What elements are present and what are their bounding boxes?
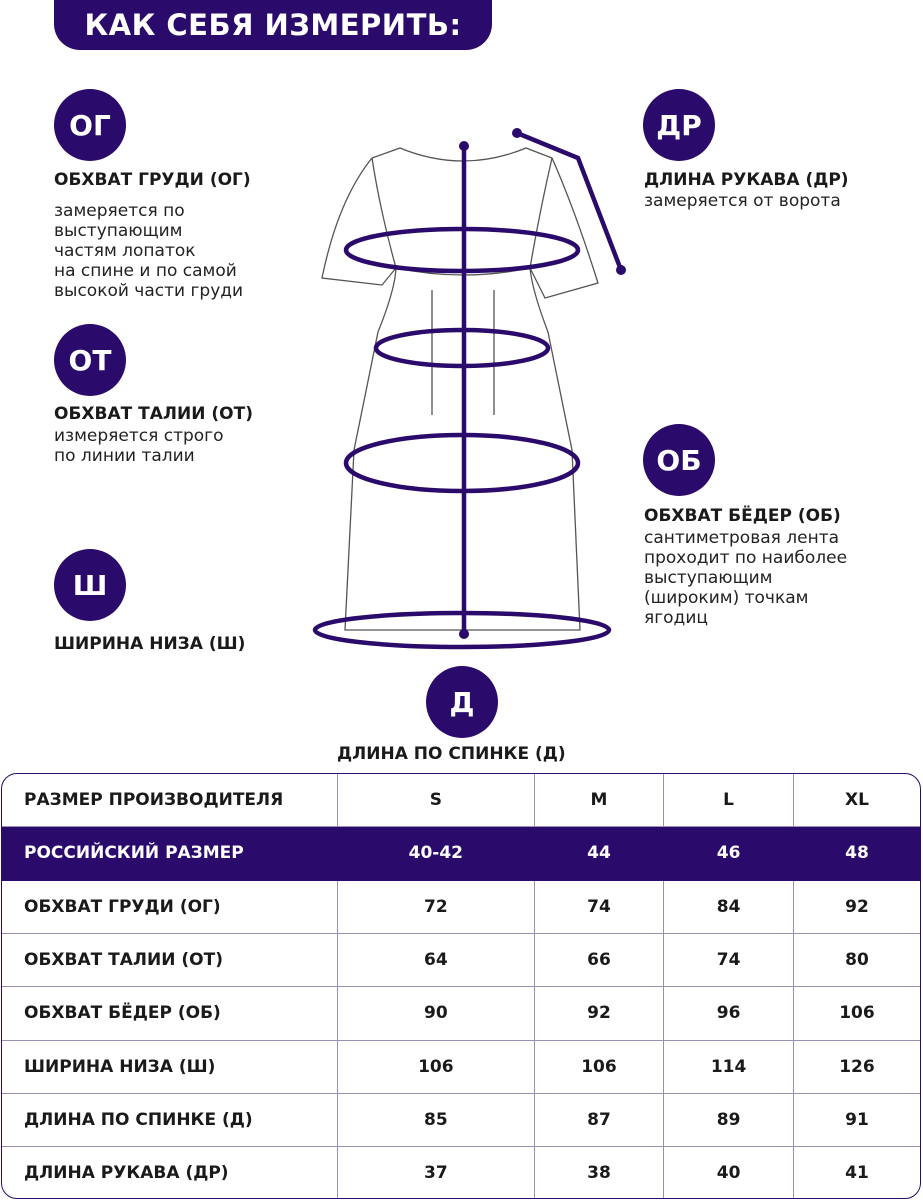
page-title: КАК СЕБЯ ИЗМЕРИТЬ: (54, 0, 492, 50)
cell: 85 (338, 1094, 535, 1147)
cell: 41 (845, 1162, 869, 1183)
table-row (2, 881, 920, 934)
ob-badge: ОБ (643, 424, 715, 496)
cell: 92 (535, 987, 665, 1040)
cell: 74 (535, 881, 665, 934)
dress-outline (322, 148, 598, 630)
row-label: ОБХВАТ ГРУДИ (ОГ) (2, 881, 338, 934)
dr-badge: ДР (643, 89, 715, 161)
cell: 106 (794, 987, 920, 1040)
table-row-russian-size (2, 827, 920, 880)
cell: 44 (535, 827, 665, 880)
ob-title: ОБХВАТ БЁДЕР (ОБ) (644, 506, 841, 526)
cell: 66 (535, 934, 665, 987)
row-label: ДЛИНА ПО СПИНКЕ (Д) (2, 1094, 338, 1147)
cell: 91 (794, 1094, 920, 1147)
cell: 89 (664, 1094, 794, 1147)
header-label: РАЗМЕР ПРОИЗВОДИТЕЛЯ (2, 774, 338, 827)
cell: 40-42 (338, 827, 535, 880)
table-header-row (2, 774, 920, 827)
sh-badge: Ш (54, 549, 126, 621)
ot-badge: ОТ (54, 324, 126, 396)
cell: 92 (794, 881, 920, 934)
cell: 80 (794, 934, 920, 987)
header-cell-xl: XL (794, 774, 920, 827)
cell: 90 (338, 987, 535, 1040)
ot-description: измеряется строго по линии талии (54, 426, 224, 466)
cell: 72 (338, 881, 535, 934)
size-table (1, 773, 921, 1199)
sleeve-length-line (517, 133, 621, 270)
table-row (2, 1147, 920, 1198)
sh-title: ШИРИНА НИЗА (Ш) (54, 634, 246, 654)
og-description: замеряется по выступающим частям лопаток на спине и по самой высокой части груди (54, 201, 244, 301)
cell: 87 (535, 1094, 665, 1147)
cell: 114 (664, 1041, 794, 1094)
og-title: ОБХВАТ ГРУДИ (ОГ) (54, 170, 251, 190)
row-label: РОССИЙСКИЙ РАЗМЕР (2, 827, 338, 880)
dr-description: замеряется от ворота (644, 191, 841, 211)
cell: 84 (664, 881, 794, 934)
table-row (2, 1041, 920, 1094)
ob-description: сантиметровая лента проходит по наиболее выступающим (широким) точкам ягодиц (644, 528, 848, 628)
og-badge: ОГ (54, 89, 126, 161)
header-cell-l: L (664, 774, 794, 827)
cell: 106 (338, 1041, 535, 1094)
row-label: ШИРИНА НИЗА (Ш) (2, 1041, 338, 1094)
cell: 48 (794, 827, 920, 880)
row-label: ДЛИНА РУКАВА (ДР) (2, 1147, 338, 1198)
cell: 38 (535, 1147, 665, 1198)
ot-title: ОБХВАТ ТАЛИИ (ОТ) (54, 404, 253, 424)
cell: 126 (794, 1041, 920, 1094)
row-label: ОБХВАТ БЁДЕР (ОБ) (2, 987, 338, 1040)
header-cell-s: S (338, 774, 535, 827)
cell: 40 (664, 1147, 794, 1198)
table-row (2, 934, 920, 987)
d-title: ДЛИНА ПО СПИНКЕ (Д) (337, 744, 566, 764)
cell: 37 (338, 1147, 535, 1198)
header-cell-m: M (535, 774, 665, 827)
measure-lines (315, 133, 621, 647)
dr-title: ДЛИНА РУКАВА (ДР) (644, 170, 849, 190)
d-badge: Д (426, 666, 498, 738)
row-label: ОБХВАТ ТАЛИИ (ОТ) (2, 934, 338, 987)
cell: 64 (338, 934, 535, 987)
cell: 106 (535, 1041, 665, 1094)
table-row (2, 1094, 920, 1147)
cell: 46 (664, 827, 794, 880)
cell: 96 (664, 987, 794, 1040)
table-row (2, 987, 920, 1040)
cell: 74 (664, 934, 794, 987)
